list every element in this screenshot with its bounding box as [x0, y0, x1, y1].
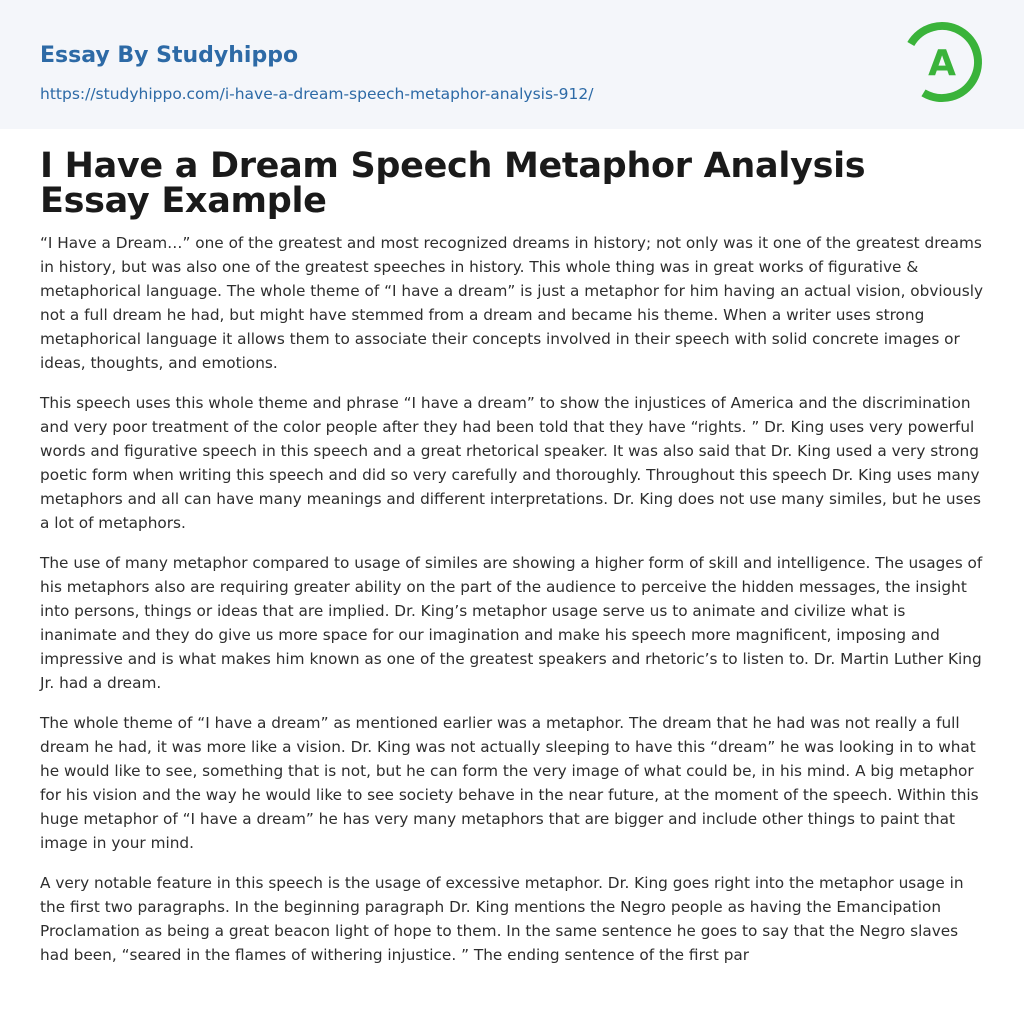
essay-paragraph: The whole theme of “I have a dream” as mentioned earlier was a metaphor. The dream that he had was not really a full dream he had, it was more like a vision. Dr. King was not actually sleeping to have this “dream” he was looking in to what he would like to see, something that is not, but he can form the very image of what could be, in his mind. A big metaphor for his vision and the way he would like to see society behave in the near future, at the moment of the speech. Within this huge metaphor of “I have a dream” he has very many metaphors that are bigger and include other things to paint that image in your mind. [40, 714, 979, 852]
logo-letter: A [928, 43, 956, 84]
essay-main [0, 146, 1024, 967]
essay-body [40, 231, 984, 967]
essay-paragraph: The use of many metaphor compared to usage of similes are showing a higher form of skill and intelligence. The usages of his metaphors also are requiring greater ability on the part of the audience to perceive the hidden messages, the insight into persons, things or ideas that are implied. Dr. King’s metaphor usage serve us to animate and civilize what is inanimate and they do give us more space for our imagination and make his speech more magnificent, imposing and impressive and is what makes him known as one of the greatest speakers and rhetoric’s to listen to. Dr. Martin Luther King Jr. had a dream. [40, 554, 983, 692]
site-title[interactable]: Essay By Studyhippo [40, 43, 299, 68]
essay-paragraph: This speech uses this whole theme and phrase “I have a dream” to show the injustices of America and the discrimination and very poor treatment of the color people after they had been told that they have “rights. ” Dr. King uses very powerful words and figurative speech in this speech and a great rhetorical speaker. It was also said that Dr. King used a very strong poetic form when writing this speech and did so very carefully and thoroughly. Throughout this speech Dr. King uses many metaphors and all can have many meanings and different interpretations. Dr. King does not use many similes, but he uses a lot of metaphors. [40, 394, 981, 532]
essay-paragraph: A very notable feature in this speech is the usage of excessive metaphor. Dr. King goes right into the metaphor usage in the first two paragraphs. In the beginning paragraph Dr. King mentions the Negro people as having the Emancipation Proclamation as being a great beacon light of hope to them. In the same sentence he goes to say that the Negro slaves had been, “seared in the flames of withering injustice. ” The ending sentence of the first par [40, 874, 964, 964]
source-url-link[interactable]: https://studyhippo.com/i-have-a-dream-speech-metaphor-analysis-912/ [40, 85, 594, 103]
page-title: I Have a Dream Speech Metaphor Analysis Essay Example [40, 146, 866, 221]
essay-paragraph: “I Have a Dream…” one of the greatest and most recognized dreams in history; not only was it one of the greatest dreams in history, but was also one of the greatest speeches in history. This whole thing was in great works of figurative & metaphorical language. The whole theme of “I have a dream” is just a metaphor for him having an actual vision, obviously not a full dream he had, but might have stemmed from a dream and became his theme. When a writer uses strong metaphorical language it allows them to associate their concepts involved in their speech with solid concrete images or ideas, thoughts, and emotions. [40, 234, 984, 372]
studyhippo-logo-icon[interactable] [900, 20, 984, 104]
site-header [0, 0, 1024, 129]
